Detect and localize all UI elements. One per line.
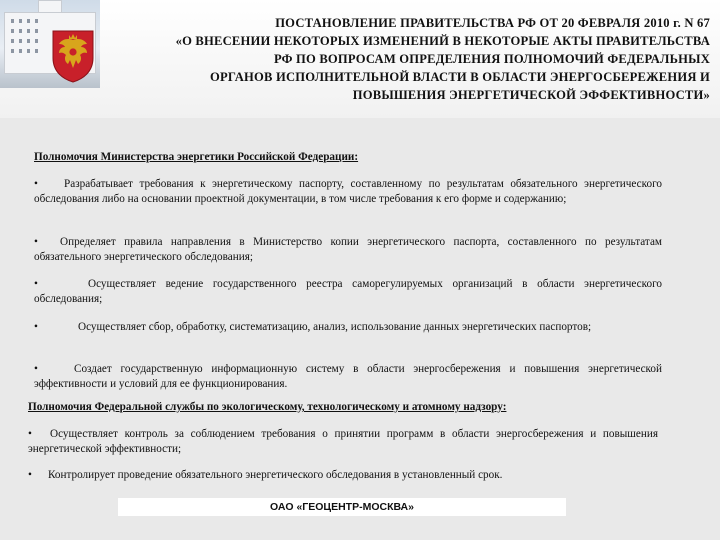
list-item: [28, 468, 658, 483]
footer-company-label: ОАО «ГЕОЦЕНТР-МОСКВА»: [118, 498, 566, 516]
title-line: ОРГАНОВ ИСПОЛНИТЕЛЬНОЙ ВЛАСТИ В ОБЛАСТИ ЭНЕРГОСБЕРЕЖЕНИЯ И: [209, 70, 710, 84]
list-item-text: Определяет правила направления в Министерство копии энергетического паспорта, составленного по результатам обязательного энергетического обследования;: [34, 236, 662, 263]
section2-heading: Полномочия Федеральной службы по экологическому, технологическому и атомному надзору:: [28, 401, 507, 413]
bullet-icon: •: [34, 363, 38, 375]
bullet-icon: •: [34, 178, 38, 190]
bullet-icon: •: [34, 236, 38, 248]
list-item: [34, 362, 662, 391]
bullet-icon: •: [28, 428, 32, 440]
list-item: [34, 277, 662, 306]
coat-of-arms-icon: [50, 28, 96, 84]
list-item: [34, 320, 662, 335]
section1-heading: Полномочия Министерства энергетики Российской Федерации:: [34, 151, 359, 163]
list-item-text: Создает государственную информационную систему в области энергосбережения и повышения энергетической эффективности и условий для ее функционирования.: [34, 363, 662, 390]
bullet-icon: •: [34, 278, 38, 290]
title-line: «О ВНЕСЕНИИ НЕКОТОРЫХ ИЗМЕНЕНИЙ В НЕКОТОРЫЕ АКТЫ ПРАВИТЕЛЬСТВА: [175, 34, 710, 48]
title-line: ПОВЫШЕНИЯ ЭНЕРГЕТИЧЕСКОЙ ЭФФЕКТИВНОСТИ»: [352, 88, 710, 102]
list-item: [34, 177, 662, 206]
bullet-icon: •: [28, 469, 32, 481]
list-item-text: Разрабатывает требования к энергетическому паспорту, составленному по результатам обязательного энергетического обследования либо на основании проектной документации, в том числе требования к его форме и содержанию;: [34, 178, 662, 205]
title-line: РФ ПО ВОПРОСАМ ОПРЕДЕЛЕНИЯ ПОЛНОМОЧИЙ ФЕДЕРАЛЬНЫХ: [273, 52, 710, 66]
list-item: [28, 427, 658, 456]
list-item-text: Осуществляет сбор, обработку, систематизацию, анализ, использование данных энергетических паспортов;: [78, 321, 592, 333]
title-line: ПОСТАНОВЛЕНИЕ ПРАВИТЕЛЬСТВА РФ ОТ 20 ФЕВРАЛЯ 2010 г. N 67: [275, 16, 710, 30]
list-item-text: Осуществляет ведение государственного реестра саморегулируемых организаций в области энергетического обследования;: [34, 278, 662, 305]
list-item-text: Осуществляет контроль за соблюдением требования о принятии программ в области энергосбережения и повышения энергетической эффективности;: [28, 428, 658, 455]
list-item-text: Контролирует проведение обязательного энергетического обследования в установленный срок.: [48, 469, 503, 481]
bullet-icon: •: [34, 321, 38, 333]
page-title: [108, 14, 710, 104]
list-item: [34, 235, 662, 264]
